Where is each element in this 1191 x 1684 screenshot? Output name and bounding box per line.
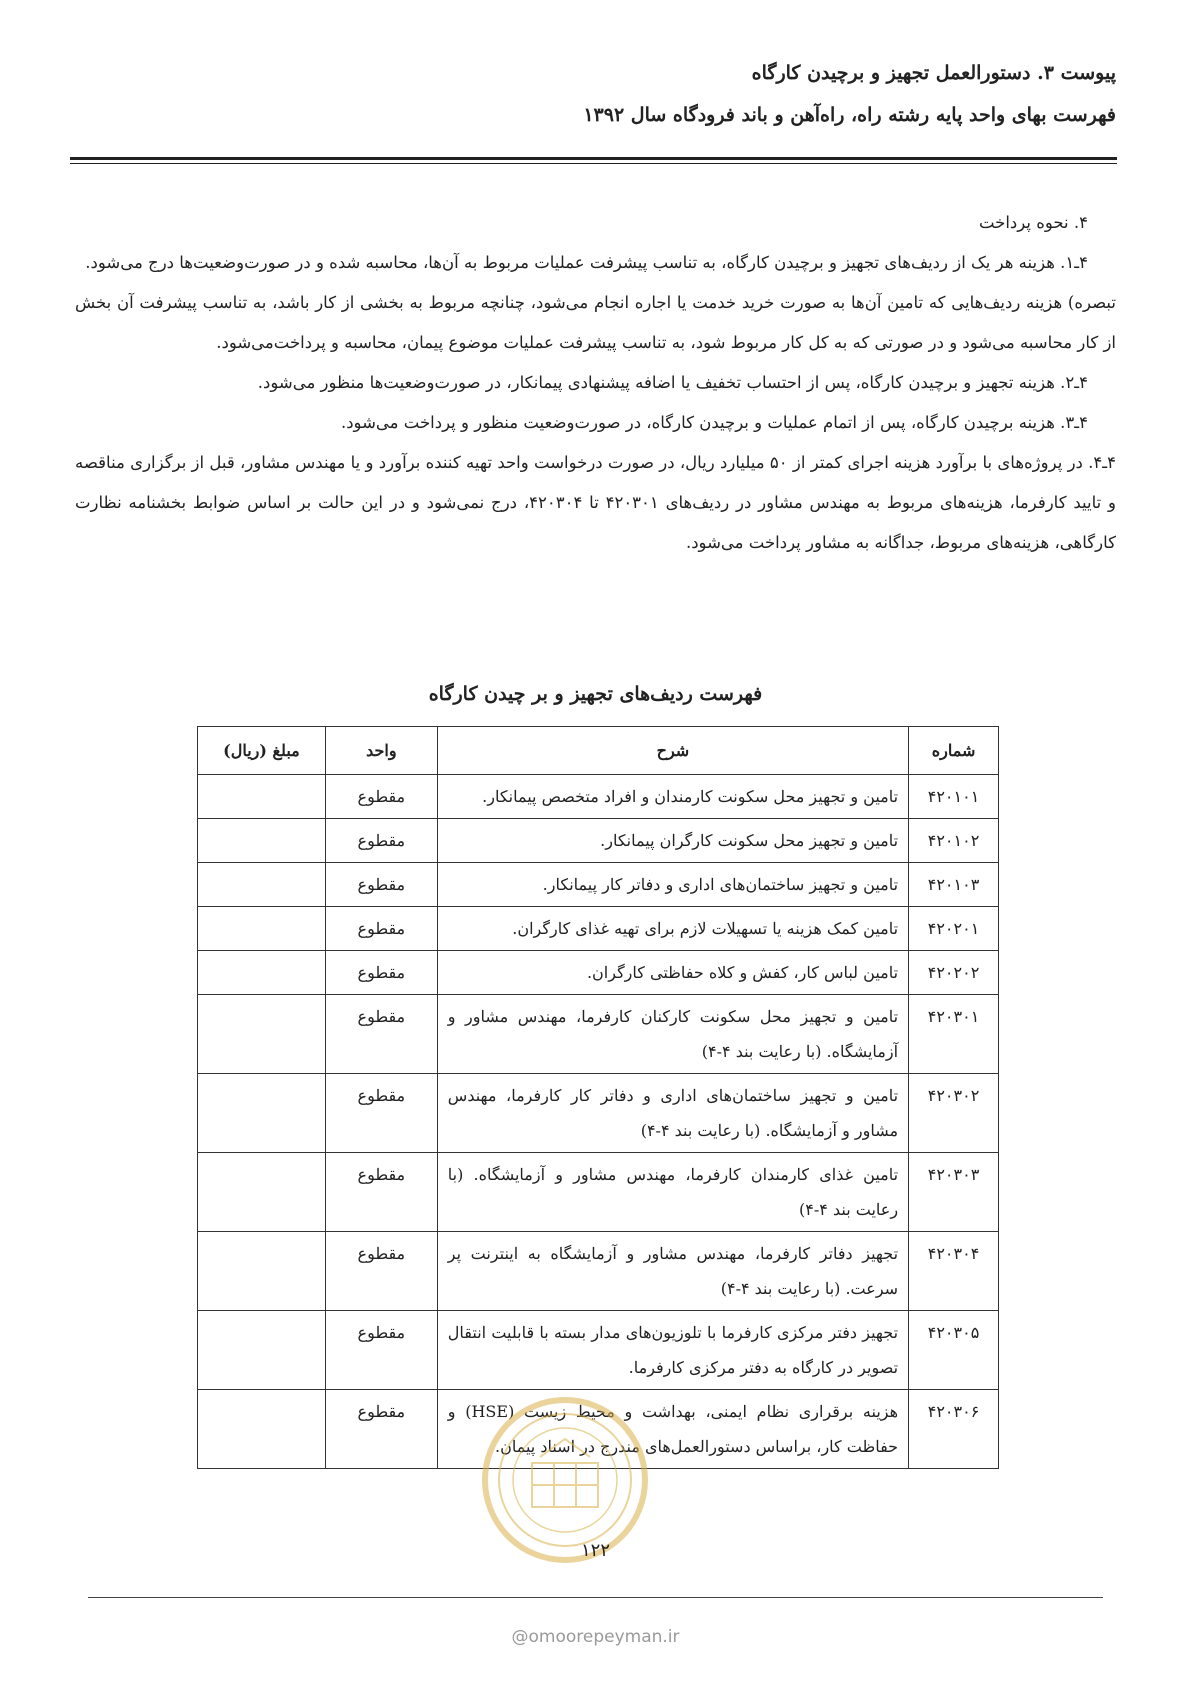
row-description: تامین کمک هزینه یا تسهیلات لازم برای تهیه غذای کارگران. [437,907,908,951]
row-description: تامین و تجهیز ساختمان‌های اداری و دفاتر کار کارفرما، مهندس مشاور و آزمایشگاه. (با رعایت بند ۴-۴) [437,1074,908,1153]
row-number: ۴۲۰۳۰۴ [909,1232,999,1311]
table-row [198,1074,999,1153]
header-title: پیوست ۳. دستورالعمل تجهیز و برچیدن کارگاه [751,62,1116,84]
row-amount [198,863,326,907]
row-unit: مقطوع [325,775,437,819]
row-amount [198,819,326,863]
paragraph-4-2: ۴ـ۲. هزینه تجهیز و برچیدن کارگاه، پس از احتساب تخفیف یا اضافه پیشنهادی پیمانکار، در صورت‌وضعیت‌ها منظور می‌شود. [257,373,1088,392]
table-row [198,863,999,907]
paragraph-4-4: ۴ـ۴. در پروژه‌های با برآورد هزینه اجرای کمتر از ۵۰ میلیارد ریال، در صورت درخواست واحد تهیه کننده برآورد و یا مهندس مشاور، قبل از برگزاری مناقصه و تایید کارفرما، هزینه‌های مربوط به مهندس مشاور در ردیف‌های ۴۲۰۳۰۱ تا ۴۲۰۳۰۴، درج نمی‌شود و در این حالت بر اساس ضوابط بخشنامه نظارت کارگاهی، هزینه‌های مربوط، جداگانه به مشاور پرداخت می‌شود. [75,453,1116,552]
row-number: ۴۲۰۳۰۱ [909,995,999,1074]
row-description: تامین غذای کارمندان کارفرما، مهندس مشاور و آزمایشگاه. (با رعایت بند ۴-۴) [437,1153,908,1232]
row-unit: مقطوع [325,1390,437,1469]
row-unit: مقطوع [325,951,437,995]
row-unit: مقطوع [325,1153,437,1232]
row-number: ۴۲۰۲۰۲ [909,951,999,995]
row-unit: مقطوع [325,907,437,951]
page-number: ۱۲۲ [580,1540,610,1561]
row-description: هزینه برقراری نظام ایمنی، بهداشت و محیط زیست (HSE) و حفاظت کار، براساس دستورالعمل‌های مندرج در اسناد پیمان. [437,1390,908,1469]
row-unit: مقطوع [325,863,437,907]
table-row [198,1311,999,1390]
note-paragraph: تبصره) هزینه ردیف‌هایی که تامین آن‌ها به صورت خرید خدمت یا اجاره انجام می‌شود، چنانچه مربوط به بخشی از کار باشد، به تناسب پیشرفت آن بخش از کار محاسبه می‌شود و در صورتی که به کل کار مربوط شود، به تناسب پیشرفت عملیات موضوع پیمان، محاسبه و پرداخت‌می‌شود. [75,293,1116,352]
row-number: ۴۲۰۱۰۳ [909,863,999,907]
row-number: ۴۲۰۳۰۳ [909,1153,999,1232]
row-unit: مقطوع [325,1311,437,1390]
row-amount [198,775,326,819]
row-amount [198,1390,326,1469]
row-amount [198,1232,326,1311]
row-description: تامین و تجهیز ساختمان‌های اداری و دفاتر کار پیمانکار. [437,863,908,907]
row-unit: مقطوع [325,1232,437,1311]
table-title: فهرست ردیف‌های تجهیز و بر چیدن کارگاه [428,683,763,705]
row-description: تامین و تجهیز محل سکونت کارگران پیمانکار. [437,819,908,863]
header-amount: مبلغ (ریال) [198,727,326,775]
body-text [75,203,1116,563]
row-unit: مقطوع [325,995,437,1074]
table-row [198,775,999,819]
row-number: ۴۲۰۳۰۵ [909,1311,999,1390]
row-description: تامین لباس کار، کفش و کلاه حفاظتی کارگران. [437,951,908,995]
row-number: ۴۲۰۳۰۲ [909,1074,999,1153]
footer-divider [88,1597,1103,1598]
watermark-text: @omoorepeyman.ir [511,1627,680,1647]
header-description: شرح [437,727,908,775]
table-row [198,1232,999,1311]
table-row [198,1153,999,1232]
section-heading: ۴. نحوه پرداخت [978,213,1088,232]
header-subtitle: فهرست بهای واحد پایه رشته راه، راه‌آهن و باند فرودگاه سال ۱۳۹۲ [583,104,1116,126]
row-number: ۴۲۰۱۰۲ [909,819,999,863]
paragraph-4-3: ۴ـ۳. هزینه برچیدن کارگاه، پس از اتمام عملیات و برچیدن کارگاه، در صورت‌وضعیت منظور و پرداخت می‌شود. [340,413,1088,432]
row-amount [198,1074,326,1153]
table-row [198,951,999,995]
row-amount [198,1311,326,1390]
row-description: تجهیز دفتر مرکزی کارفرما با تلوزیون‌های مدار بسته با قابلیت انتقال تصویر در کارگاه به دفتر مرکزی کارفرما. [437,1311,908,1390]
row-description: تامین و تجهیز محل سکونت کارکنان کارفرما، مهندس مشاور و آزمایشگاه. (با رعایت بند ۴-۴) [437,995,908,1074]
header-divider-thin [70,163,1117,164]
row-number: ۴۲۰۱۰۱ [909,775,999,819]
table-row [198,819,999,863]
paragraph-4-1: ۴ـ۱. هزینه هر یک از ردیف‌های تجهیز و برچیدن کارگاه، به تناسب پیشرفت عملیات مربوط به آن‌ها، محاسبه شده و در صورت‌وضعیت‌ها درج می‌شود. [85,253,1088,272]
items-table [197,726,999,1469]
table-header-row [198,727,999,775]
row-description: تامین و تجهیز محل سکونت کارمندان و افراد متخصص پیمانکار. [437,775,908,819]
row-number: ۴۲۰۳۰۶ [909,1390,999,1469]
row-amount [198,951,326,995]
table-row [198,907,999,951]
row-unit: مقطوع [325,819,437,863]
header-divider-thick [70,157,1117,160]
header-unit: واحد [325,727,437,775]
table-row [198,995,999,1074]
row-number: ۴۲۰۲۰۱ [909,907,999,951]
row-amount [198,995,326,1074]
row-unit: مقطوع [325,1074,437,1153]
row-amount [198,1153,326,1232]
header-number: شماره [909,727,999,775]
row-amount [198,907,326,951]
row-description: تجهیز دفاتر کارفرما، مهندس مشاور و آزمایشگاه به اینترنت پر سرعت. (با رعایت بند ۴-۴) [437,1232,908,1311]
